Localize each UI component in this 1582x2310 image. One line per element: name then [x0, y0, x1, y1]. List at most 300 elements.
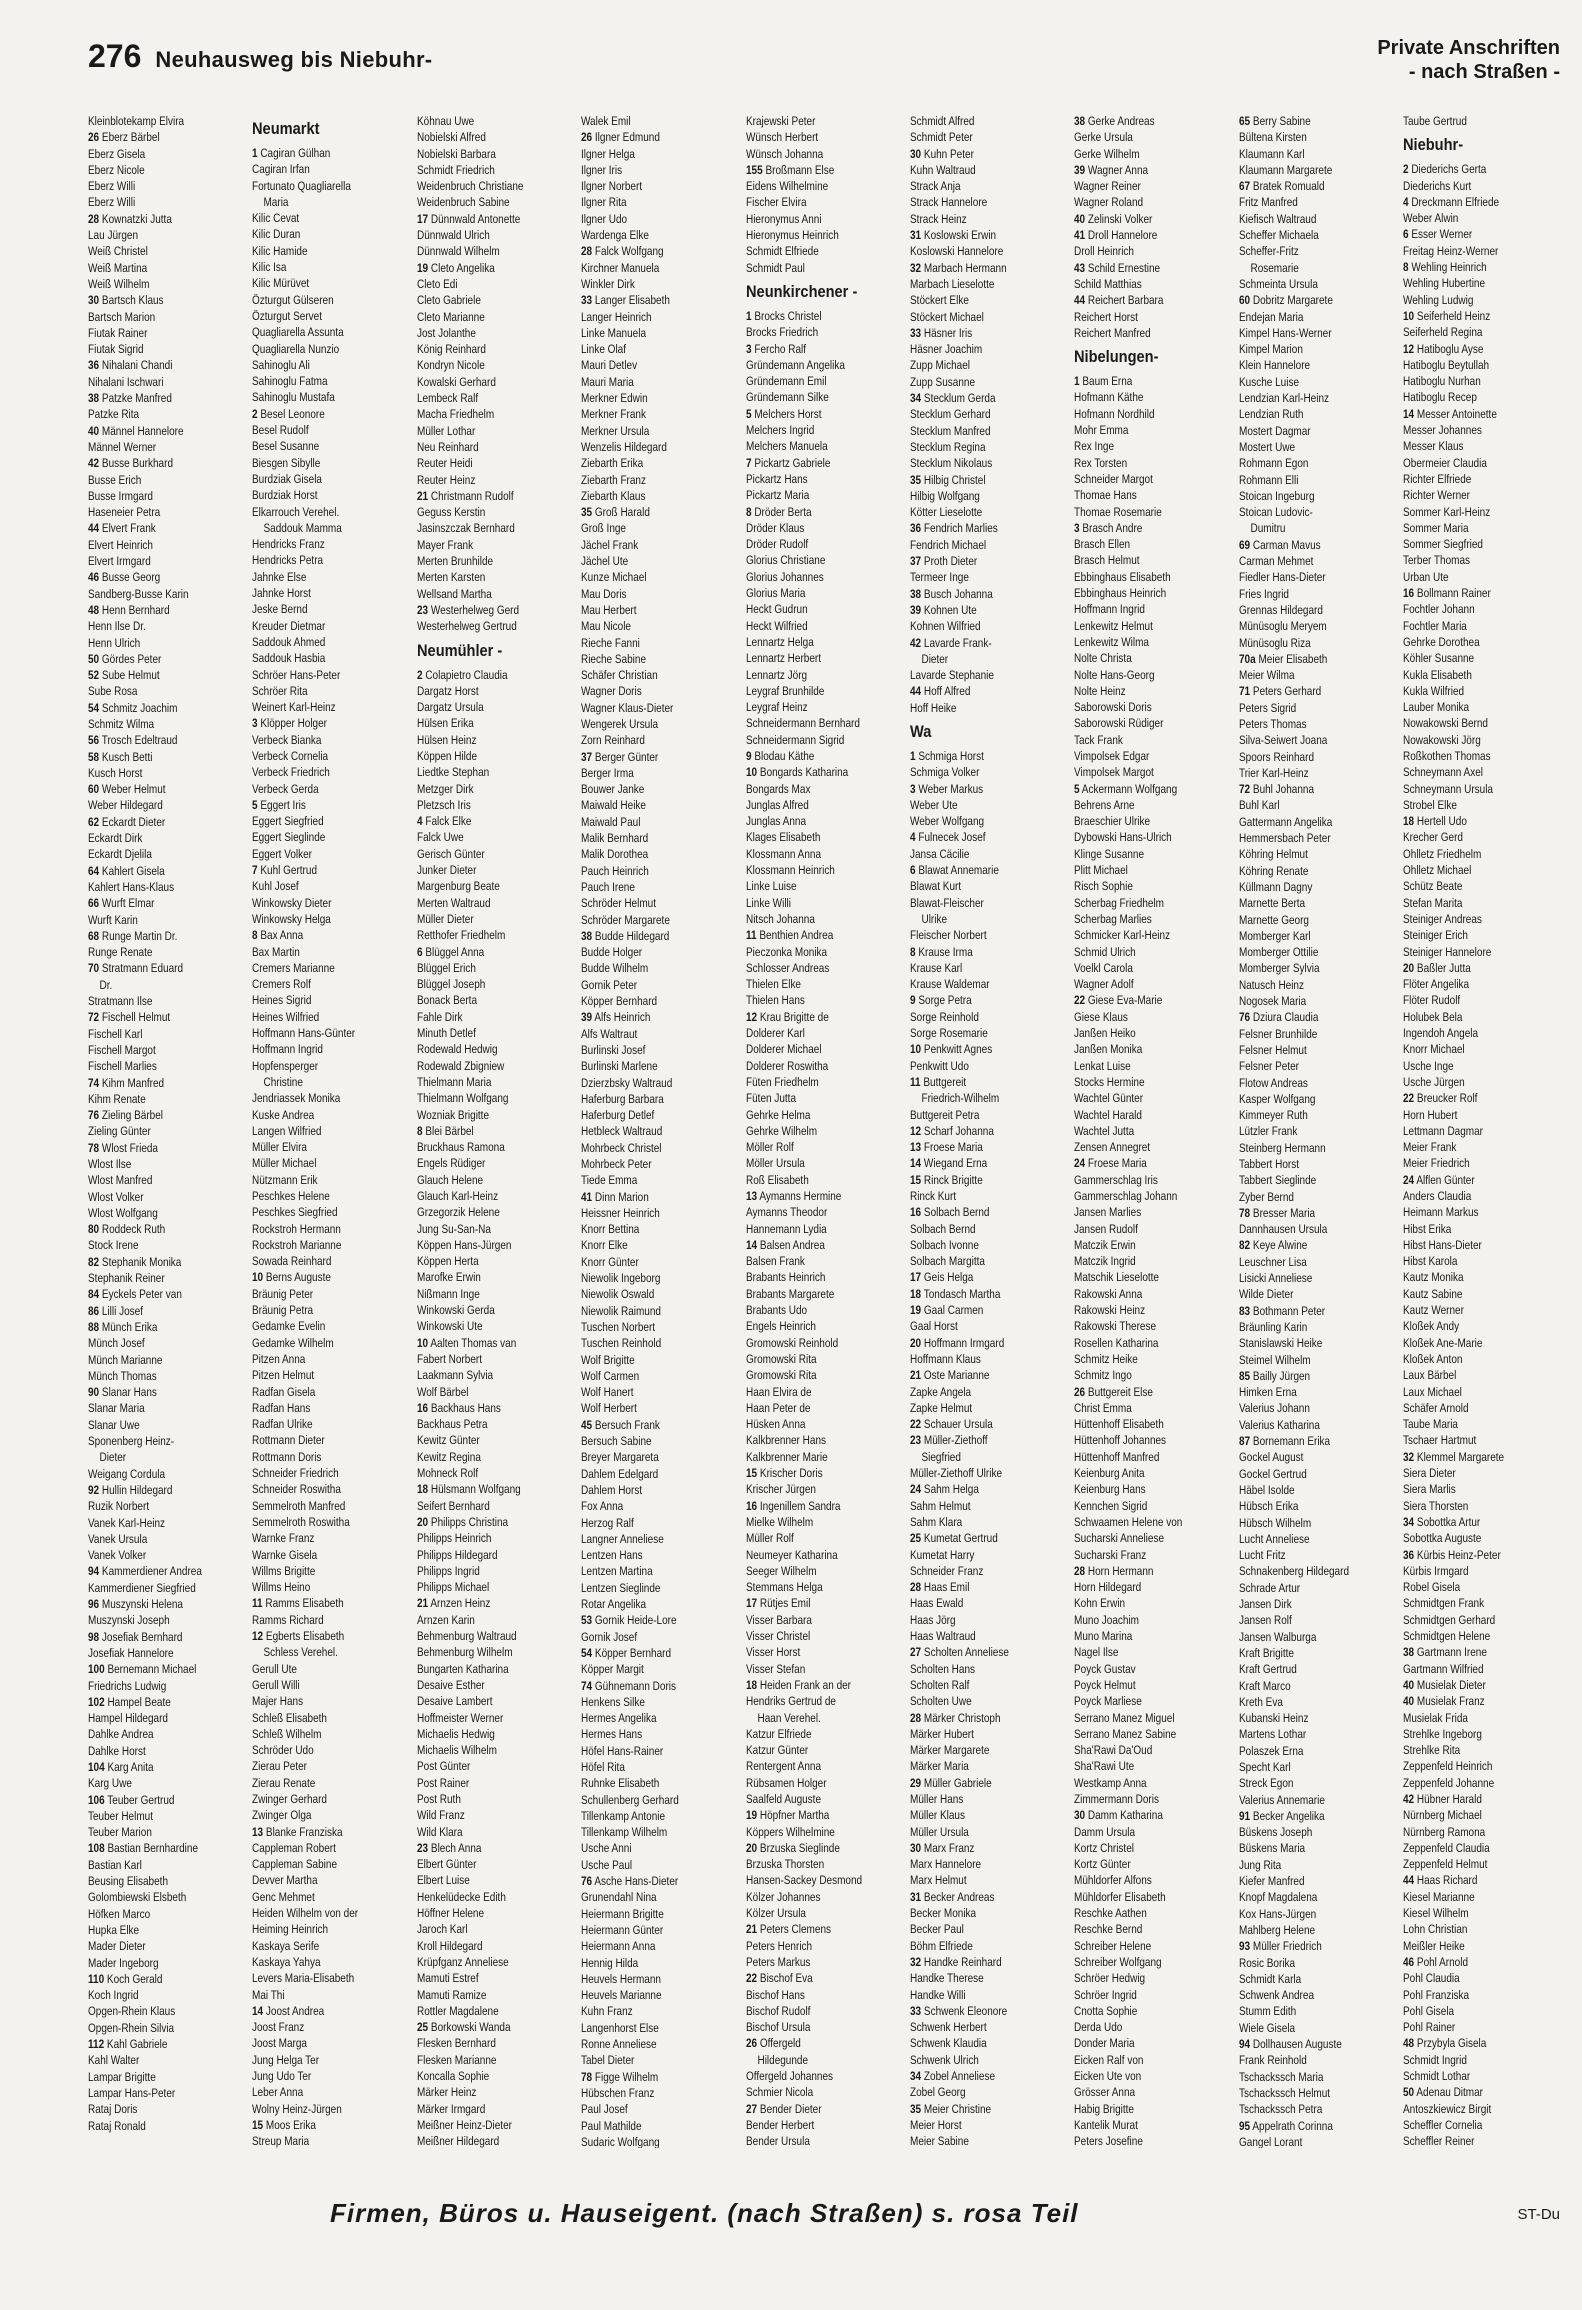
directory-entry: [1239, 113, 1403, 129]
resident-name: Dzierzbsky Waltraud: [581, 1075, 673, 1090]
resident-name: Kahlert Hans-Klaus: [88, 879, 175, 894]
house-number: 20: [745, 1840, 757, 1855]
directory-entry: [910, 1107, 1074, 1123]
directory-entry: [910, 292, 1074, 308]
directory-entry: [1239, 1694, 1403, 1710]
resident-name: Zelinski Volker: [1088, 211, 1153, 226]
resident-name: Schneider Margot: [1074, 471, 1154, 486]
resident-name: Zierau Peter: [252, 1759, 308, 1774]
resident-name: Bischof Hans: [745, 1987, 805, 2002]
resident-name: Heines Sigrid: [252, 993, 312, 1008]
resident-name: Haan Elvira de: [745, 1384, 812, 1399]
directory-entry: [746, 1791, 910, 1807]
directory-entry: [1239, 1107, 1403, 1123]
resident-name: Glorius Maria: [745, 586, 805, 601]
resident-name: Post Ruth: [416, 1791, 461, 1806]
house-number: 36: [909, 521, 922, 536]
directory-entry: [417, 1009, 581, 1025]
house-number: 31: [909, 1889, 922, 1904]
resident-name: Rosellen Katharina: [1074, 1335, 1159, 1350]
directory-entry: [88, 309, 252, 325]
resident-name: Radfan Ulrike: [252, 1417, 313, 1432]
directory-entry: [746, 1009, 910, 1025]
directory-entry: [746, 667, 910, 683]
house-number: 39: [581, 1010, 593, 1025]
directory-entry: [1074, 1237, 1238, 1253]
resident-name: Zeppenfeld Claudia: [1403, 1840, 1490, 1855]
directory-entry: [88, 1205, 252, 1221]
house-number: 8: [909, 944, 916, 959]
resident-name: Marx Franz: [923, 1840, 975, 1855]
directory-entry: [88, 1449, 252, 1465]
resident-name: Borkowski Wanda: [430, 2020, 511, 2035]
directory-column: [910, 113, 1074, 2148]
resident-name: Sahm Helmut: [909, 1498, 971, 1513]
resident-name: Schneymann Ursula: [1403, 781, 1494, 796]
resident-name: Tschackssch Helmut: [1238, 2085, 1330, 2100]
directory-entry: [1074, 1905, 1238, 1921]
resident-name: Sowada Reinhard: [252, 1254, 332, 1269]
directory-entry: [1074, 618, 1238, 634]
directory-entry: [581, 406, 745, 422]
resident-name: Hibst Karola: [1403, 1254, 1458, 1269]
house-number: 26: [1074, 1384, 1086, 1399]
resident-name: Kreuder Dietmar: [252, 618, 326, 633]
resident-name: Teuber Marion: [88, 1825, 152, 1840]
resident-name: Pitzen Helmut: [252, 1368, 315, 1383]
house-number: 13: [909, 1140, 922, 1155]
resident-name: Gangel Lorant: [1238, 2134, 1303, 2148]
resident-name: Giese Eva-Marie: [1088, 993, 1163, 1008]
resident-name: Wilde Dieter: [1238, 1287, 1294, 1302]
directory-entry: [252, 2035, 416, 2051]
resident-name: Kloßek Ane-Marie: [1403, 1335, 1483, 1350]
directory-entry: [746, 146, 910, 162]
resident-name: Blüggel Joseph: [416, 977, 486, 992]
directory-entry: [417, 1612, 581, 1628]
house-number: 40: [1074, 211, 1086, 226]
house-number: 35: [581, 505, 593, 520]
directory-entry: [1403, 699, 1567, 715]
resident-name: Jung Udo Ter: [252, 2069, 312, 2084]
resident-name: Seeger Wilhelm: [745, 1563, 817, 1578]
resident-name: Mauri Detlev: [581, 358, 638, 373]
directory-entry: [1239, 1303, 1403, 1319]
directory-entry: [1239, 1857, 1403, 1873]
resident-name: Martens Lothar: [1238, 1727, 1306, 1742]
house-number: 11: [909, 1074, 921, 1089]
directory-entry: [417, 341, 581, 357]
directory-entry: [252, 341, 416, 357]
directory-entry: [746, 634, 910, 650]
resident-name: Schneider Franz: [909, 1563, 984, 1578]
directory-entry: [910, 862, 1074, 878]
resident-name: Mayer Frank: [416, 537, 473, 552]
directory-entry: [1239, 406, 1403, 422]
house-number: 70a: [1238, 651, 1256, 666]
resident-name: Kroll Hildegard: [416, 1938, 483, 1953]
directory-entry: [910, 813, 1074, 829]
directory-entry: [1239, 520, 1403, 536]
resident-name: Strack Anja: [909, 179, 961, 194]
resident-name: Burlinski Josef: [581, 1042, 646, 1057]
directory-entry: [910, 1155, 1074, 1171]
resident-name: Krüpfganz Anneliese: [416, 1954, 509, 1969]
house-number: 6: [909, 863, 916, 878]
directory-entry: [417, 211, 581, 227]
resident-name: Jansa Cäcilie: [909, 846, 970, 861]
house-number: 38: [1074, 114, 1086, 128]
directory-entry: [910, 2052, 1074, 2068]
resident-name: Niewolik Ingeborg: [581, 1271, 661, 1286]
directory-entry: [746, 129, 910, 145]
directory-entry: [88, 2118, 252, 2134]
directory-entry: [1403, 1644, 1567, 1660]
resident-name: Verbeck Bianka: [252, 732, 322, 747]
resident-name: Rockstroh Marianne: [252, 1237, 342, 1252]
resident-name: Tillenkamp Wilhelm: [581, 1825, 668, 1840]
resident-name: Elbert Günter: [416, 1857, 477, 1872]
directory-entry: [1403, 667, 1567, 683]
resident-name: Heuvels Marianne: [581, 1988, 662, 2003]
directory-entry: [1403, 1009, 1567, 1025]
directory-columns: [88, 113, 1568, 2148]
resident-name: Hildegunde: [757, 2052, 808, 2067]
resident-name: Baßler Jutta: [1417, 960, 1471, 975]
resident-name: Buhl Karl: [1238, 798, 1280, 813]
resident-name: Geguss Kerstin: [416, 505, 486, 520]
resident-name: Carman Mehmet: [1238, 554, 1314, 569]
house-number: 17: [745, 1596, 757, 1611]
resident-name: Müller Michael: [252, 1156, 317, 1171]
directory-entry: [88, 374, 252, 390]
directory-entry: [746, 1661, 910, 1677]
house-number: 86: [88, 1303, 100, 1318]
directory-entry: [252, 406, 416, 422]
directory-entry: [910, 1612, 1074, 1628]
resident-name: Valerius Annemarie: [1238, 1792, 1325, 1807]
directory-entry: [1074, 1954, 1238, 1970]
directory-entry: [581, 1987, 745, 2003]
directory-entry: [1239, 374, 1403, 390]
directory-entry: [252, 699, 416, 715]
resident-name: Tondasch Martha: [923, 1286, 1001, 1301]
directory-entry: [910, 1009, 1074, 1025]
resident-name: Müller Friedrich: [1252, 1939, 1322, 1954]
directory-entry: [581, 1580, 745, 1596]
house-number: 96: [88, 1597, 100, 1612]
directory-entry: [252, 1465, 416, 1481]
directory-entry: [252, 1123, 416, 1139]
directory-entry: [581, 879, 745, 895]
directory-entry: [1403, 2003, 1567, 2019]
resident-name: Josefiak Bernhard: [101, 1629, 183, 1644]
resident-name: Lennartz Jörg: [745, 667, 807, 682]
directory-entry: [581, 569, 745, 585]
directory-entry: [746, 520, 910, 536]
house-number: 112: [88, 2037, 105, 2052]
resident-name: Jost Jolanthe: [416, 325, 476, 340]
resident-name: Weiß Christel: [88, 244, 148, 259]
directory-entry: [417, 1155, 581, 1171]
directory-entry: [581, 1515, 745, 1531]
resident-name: Jahnke Horst: [252, 586, 312, 601]
resident-name: Kautz Werner: [1403, 1303, 1465, 1318]
resident-name: Vimpolsek Margot: [1074, 765, 1155, 780]
resident-name: Kuhn Franz: [581, 2004, 633, 2019]
directory-entry: [1239, 749, 1403, 765]
directory-entry: [252, 1302, 416, 1318]
house-number: 18: [745, 1677, 757, 1692]
resident-name: Balsen Andrea: [759, 1237, 825, 1252]
house-number: 8: [745, 504, 752, 519]
resident-name: Westerhelweg Gerd: [430, 602, 519, 617]
directory-entry: [1403, 2068, 1567, 2084]
resident-name: Damm Katharina: [1088, 1808, 1164, 1823]
directory-entry: [88, 227, 252, 243]
directory-entry: [1403, 1514, 1567, 1530]
resident-name: Tuschen Reinhold: [581, 1336, 662, 1351]
directory-entry: [417, 829, 581, 845]
resident-name: Gründemann Angelika: [745, 357, 845, 372]
directory-entry: [88, 357, 252, 373]
resident-name: Sobottka Artur: [1417, 1514, 1481, 1529]
resident-name: Ohlletz Michael: [1403, 863, 1472, 878]
resident-name: Männel Hannelore: [101, 423, 184, 438]
directory-entry: [1074, 1872, 1238, 1888]
resident-name: Mohneck Rolf: [416, 1466, 478, 1481]
resident-name: Natusch Heinz: [1238, 977, 1304, 992]
directory-entry: [910, 194, 1074, 210]
directory-entry: [581, 1906, 745, 1922]
resident-name: Rex Torsten: [1074, 455, 1128, 470]
resident-name: Fendrich Marlies: [923, 521, 998, 536]
resident-name: Kubanski Heinz: [1238, 1711, 1309, 1726]
directory-entry: [1074, 243, 1238, 259]
directory-entry: [417, 1139, 581, 1155]
resident-name: Runge Renate: [88, 945, 153, 960]
street-heading: Niebuhr-: [1403, 135, 1464, 155]
resident-name: Weidenbruch Christiane: [416, 179, 524, 194]
resident-name: Zwinger Olga: [252, 1808, 312, 1823]
directory-entry: [1239, 243, 1403, 259]
resident-name: Scholten Anneliese: [923, 1645, 1009, 1660]
directory-entry: [910, 1074, 1074, 1090]
directory-entry: [746, 1139, 910, 1155]
resident-name: Knorr Günter: [581, 1254, 639, 1269]
resident-name: Pieczonka Monika: [745, 944, 827, 959]
directory-entry: [417, 1416, 581, 1432]
directory-entry: [746, 1318, 910, 1334]
directory-entry: [88, 1694, 252, 1710]
resident-name: Blodau Käthe: [753, 748, 814, 763]
directory-entry: [1403, 1449, 1567, 1465]
house-number: 30: [88, 293, 100, 308]
house-number: 17: [909, 1270, 922, 1285]
directory-entry: [1239, 276, 1403, 292]
resident-name: Schmidt Karla: [1238, 1971, 1301, 1986]
resident-name: Münch Thomas: [88, 1368, 157, 1383]
resident-name: Heines Wilfried: [252, 1009, 320, 1024]
directory-entry: [88, 146, 252, 162]
resident-name: Solbach Bernd: [909, 1221, 976, 1236]
resident-name: Malik Bernhard: [581, 831, 649, 846]
resident-name: Tillenkamp Antonie: [581, 1808, 666, 1823]
resident-name: Verbeck Gerda: [252, 781, 320, 796]
directory-entry: [1239, 895, 1403, 911]
directory-entry: [88, 1189, 252, 1205]
directory-entry: [1074, 797, 1238, 813]
resident-name: Tiede Emma: [581, 1173, 638, 1188]
directory-entry: [88, 1417, 252, 1433]
directory-entry: [417, 1335, 581, 1351]
directory-entry: [581, 635, 745, 651]
house-number: 76: [1238, 1010, 1250, 1025]
house-number: 72: [1238, 782, 1250, 797]
resident-name: Haan Verehel.: [757, 1710, 821, 1725]
directory-entry: [1074, 325, 1238, 341]
directory-entry: [252, 259, 416, 275]
resident-name: Strehlke Ingeborg: [1403, 1726, 1483, 1741]
directory-entry: [910, 764, 1074, 780]
directory-entry: [252, 650, 416, 666]
directory-entry: [581, 1596, 745, 1612]
house-number: 56: [88, 733, 100, 748]
directory-entry: [1074, 422, 1238, 438]
directory-entry: [746, 1563, 910, 1579]
resident-name: Nobielski Alfred: [416, 130, 486, 145]
street-heading: Nibelungen-: [1074, 347, 1159, 367]
directory-entry: [88, 1303, 252, 1319]
resident-name: Bastian Karl: [88, 1857, 142, 1872]
directory-entry: [746, 1107, 910, 1123]
resident-name: Haas Emil: [923, 1580, 970, 1595]
directory-entry: [1074, 211, 1238, 227]
directory-entry: [1239, 863, 1403, 879]
resident-name: Schneidermann Sigrid: [745, 732, 844, 747]
resident-name: Besel Susanne: [252, 439, 320, 454]
directory-entry: [1239, 1580, 1403, 1596]
directory-entry: [1403, 1416, 1567, 1432]
directory-entry: [910, 1742, 1074, 1758]
resident-name: Hansen-Sackey Desmond: [745, 1873, 862, 1888]
directory-entry: [746, 618, 910, 634]
directory-entry: [1074, 1530, 1238, 1546]
directory-entry: [746, 1530, 910, 1546]
resident-name: Wagner Klaus-Dieter: [581, 700, 674, 715]
directory-entry: [581, 1759, 745, 1775]
directory-entry: [746, 1058, 910, 1074]
directory-entry: [1403, 210, 1567, 226]
resident-name: Müller-Ziethoff: [923, 1433, 988, 1448]
house-number: 14: [745, 1237, 757, 1252]
directory-entry: [746, 911, 910, 927]
house-number: 8: [252, 928, 258, 943]
directory-entry: [1403, 308, 1567, 324]
directory-entry: [581, 944, 745, 960]
directory-entry: [1239, 292, 1403, 308]
resident-name: Reschke Aathen: [1074, 1906, 1148, 1921]
resident-name: Janßen Monika: [1074, 1042, 1143, 1057]
directory-entry: [910, 1677, 1074, 1693]
resident-name: Eckardt Dirk: [88, 831, 143, 846]
resident-name: Höpfner Martha: [759, 1808, 829, 1823]
resident-name: Fritz Manfred: [1238, 195, 1298, 210]
resident-name: Pickartz Hans: [745, 471, 808, 486]
directory-entry: [88, 1515, 252, 1531]
house-number: 18: [416, 1482, 428, 1497]
resident-name: Cnotta Sophie: [1074, 2003, 1138, 2018]
directory-entry: [417, 2019, 581, 2035]
resident-name: Budde Holger: [581, 945, 643, 960]
resident-name: Eggert Sieglinde: [252, 830, 326, 845]
directory-entry: [1074, 1009, 1238, 1025]
directory-entry: [88, 1971, 252, 1987]
directory-entry: [1239, 1678, 1403, 1694]
resident-name: Muno Joachim: [1074, 1612, 1140, 1627]
resident-name: Glorius Christiane: [745, 553, 825, 568]
directory-entry: [746, 569, 910, 585]
resident-name: Kortz Christel: [1074, 1840, 1135, 1855]
house-number: 16: [416, 1400, 428, 1415]
resident-name: Weber Markus: [918, 781, 984, 796]
resident-name: Heiermann Brigitte: [581, 1906, 664, 1921]
directory-entry: [581, 683, 745, 699]
resident-name: Penkwitt Udo: [909, 1058, 969, 1073]
directory-entry: [581, 1449, 745, 1465]
house-number: 21: [416, 488, 428, 503]
resident-name: Friedrichs Ludwig: [88, 1678, 167, 1693]
house-number: 28: [909, 1580, 922, 1595]
resident-name: Bender Herbert: [745, 2117, 814, 2132]
resident-name: Dolderer Michael: [745, 1042, 822, 1057]
resident-name: Ilgner Iris: [581, 162, 623, 177]
resident-name: Kloßek Andy: [1403, 1319, 1460, 1334]
resident-name: Haas Ewald: [909, 1596, 964, 1611]
resident-name: Kukla Wilfried: [1403, 683, 1465, 698]
directory-entry: [1403, 862, 1567, 878]
directory-entry: [581, 1433, 745, 1449]
resident-name: Kiefisch Waltraud: [1238, 211, 1317, 226]
directory-entry: [1403, 2052, 1567, 2068]
resident-name: Brabants Heinrich: [745, 1270, 825, 1285]
resident-name: Bungarten Katharina: [416, 1661, 509, 1676]
directory-entry: [88, 1710, 252, 1726]
resident-name: Reichert Barbara: [1088, 293, 1164, 308]
directory-entry: [1403, 781, 1567, 797]
directory-entry: [252, 2019, 416, 2035]
directory-entry: [1074, 911, 1238, 927]
directory-entry: [1403, 1318, 1567, 1334]
resident-name: Kennchen Sigrid: [1074, 1498, 1148, 1513]
directory-entry: [746, 1269, 910, 1285]
directory-entry: [252, 569, 416, 585]
resident-name: Breucker Rolf: [1417, 1091, 1478, 1106]
directory-entry: [746, 1074, 910, 1090]
directory-entry: [746, 1302, 910, 1318]
house-number: 98: [88, 1629, 100, 1644]
resident-name: Kiefer Manfred: [1238, 1874, 1305, 1889]
directory-entry: [910, 1090, 1074, 1106]
resident-name: Elvert Frank: [101, 521, 156, 536]
house-number: 34: [909, 391, 922, 406]
directory-entry: [252, 145, 416, 161]
resident-name: Rinck Kurt: [909, 1189, 957, 1203]
resident-name: Lentzen Hans: [581, 1548, 643, 1563]
directory-entry: [910, 748, 1074, 764]
resident-name: Rosemarie: [1250, 260, 1299, 275]
resident-name: Patzke Manfred: [101, 391, 172, 406]
